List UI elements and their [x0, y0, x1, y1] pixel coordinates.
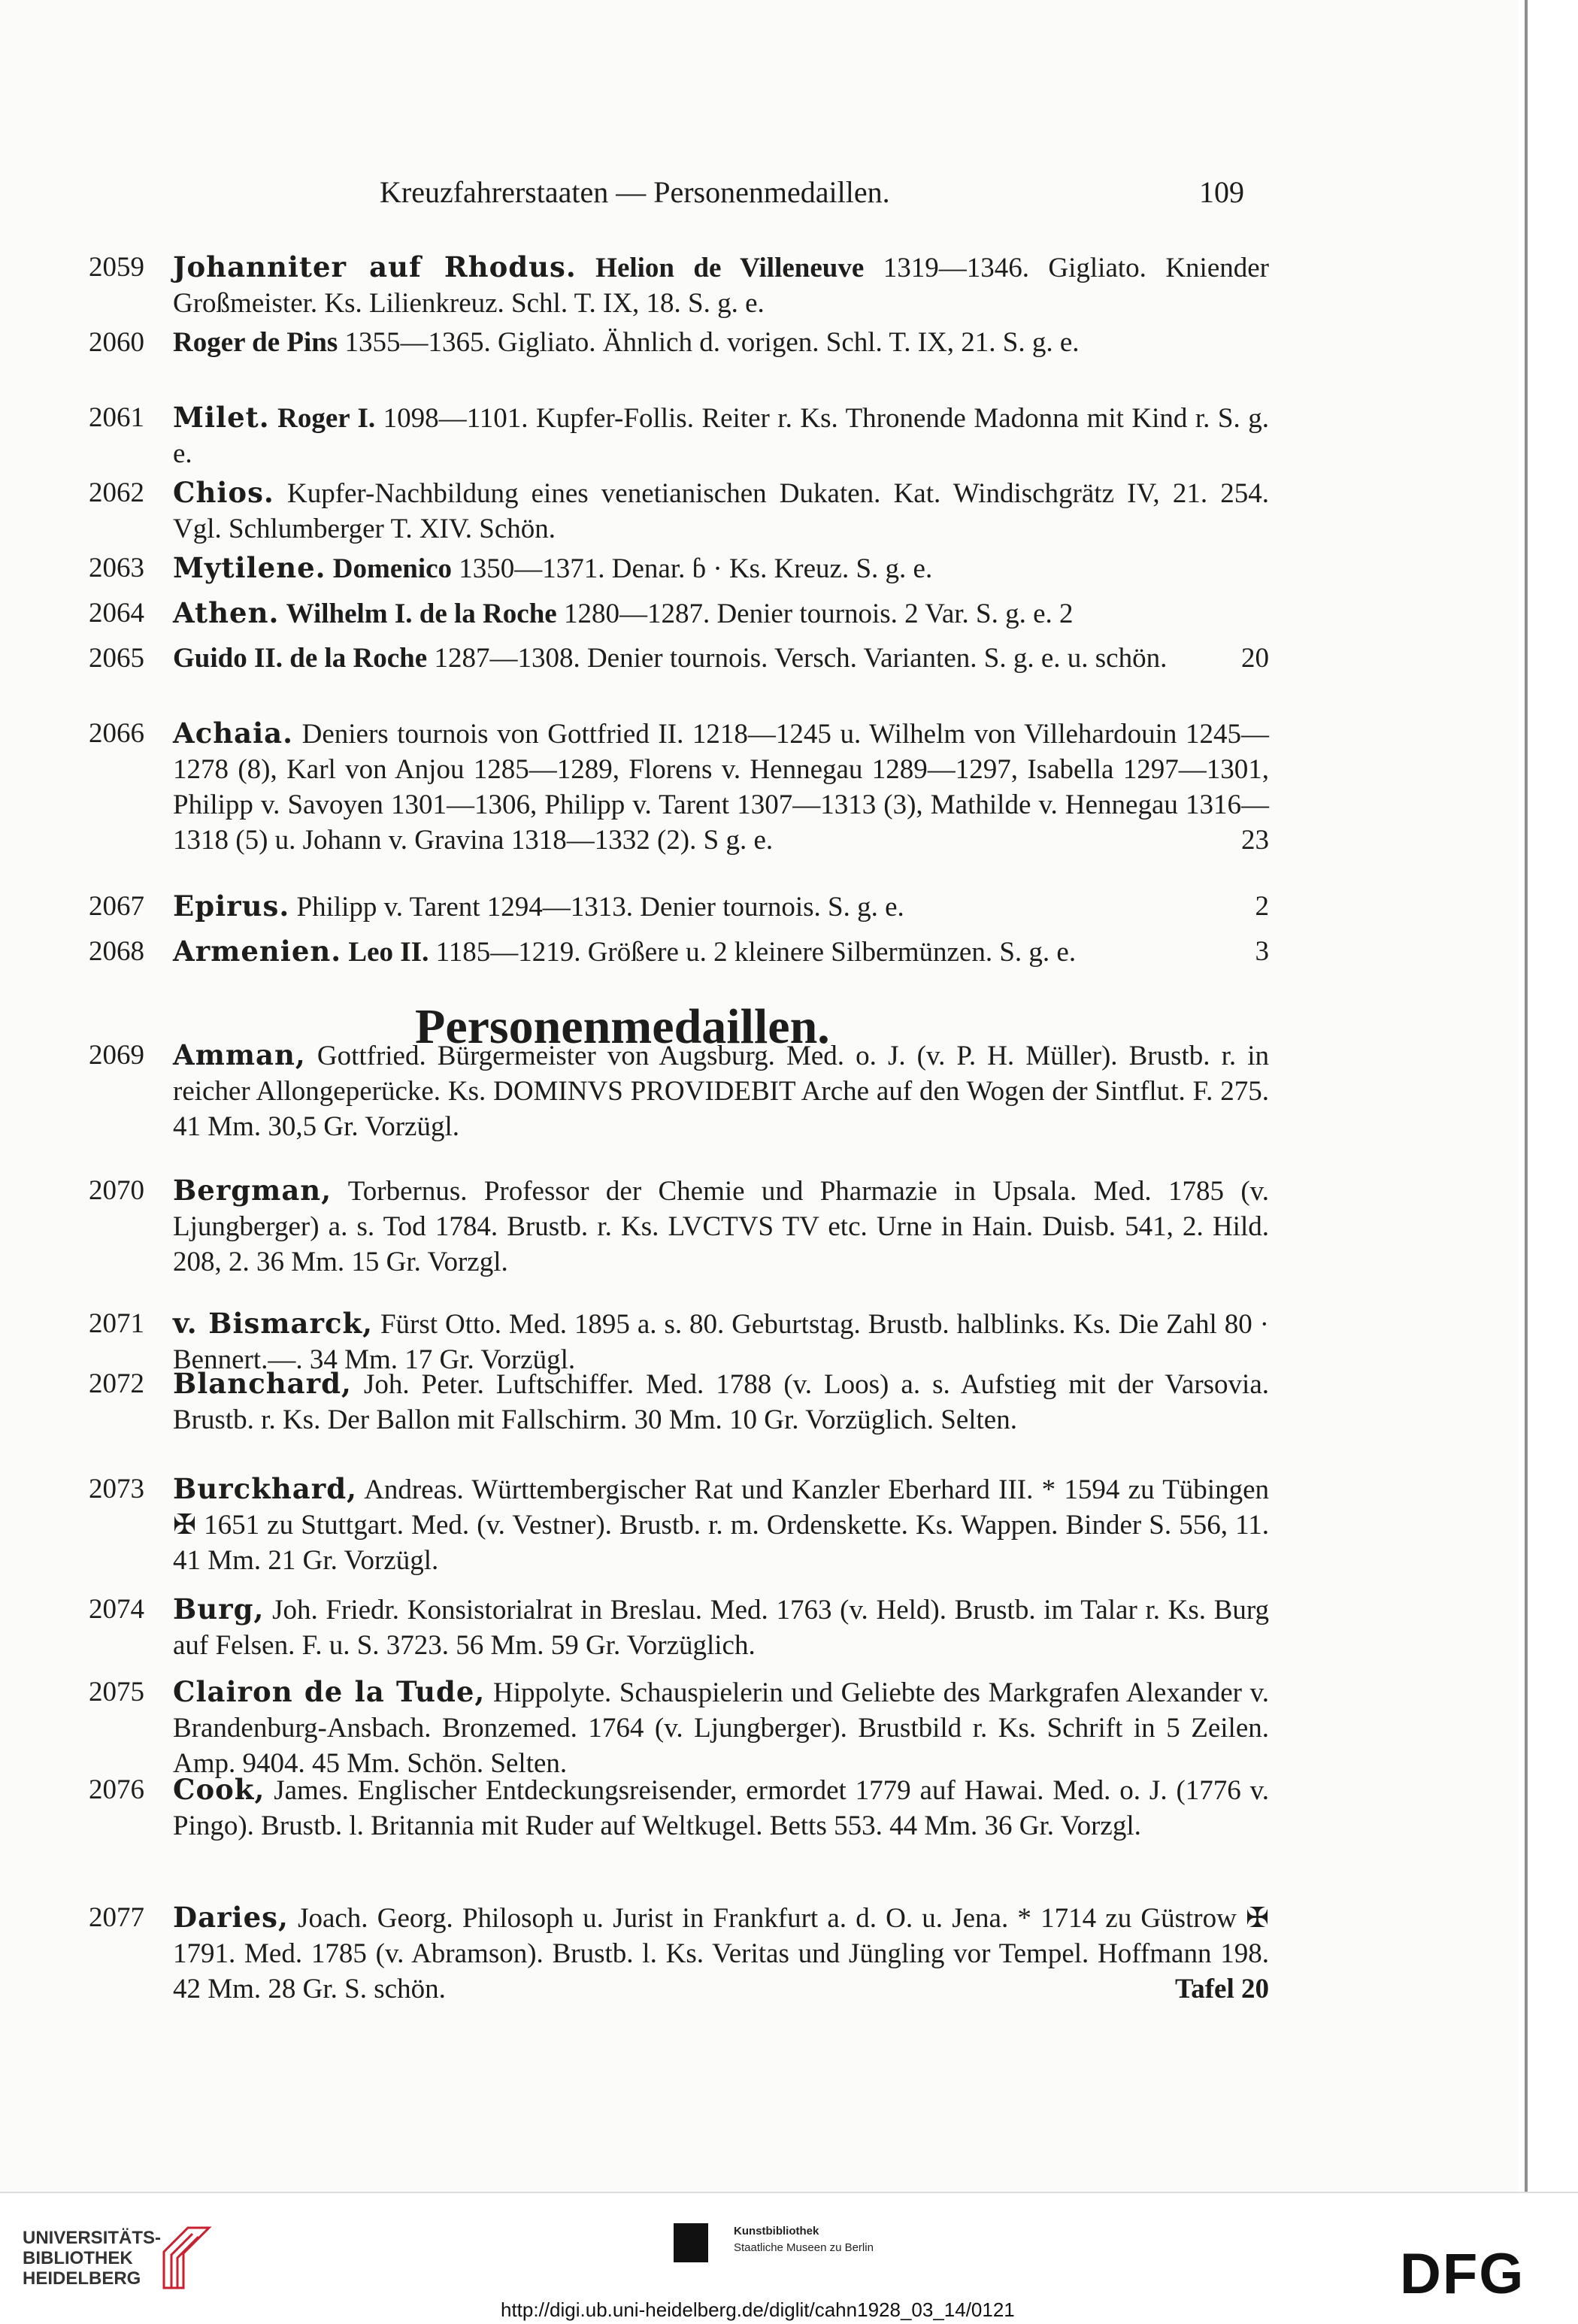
catalogue-entry: [89, 934, 1269, 970]
entry-name: Leo II.: [348, 937, 429, 968]
catalogue-entry: [89, 889, 1269, 925]
entry-description: Kupfer-Nachbildung eines venetianischen Dukaten. Kat. Windischgrätz IV, 21. 254. Vgl. Schlumberger T. XIV. Schön.: [173, 478, 1269, 544]
entry-description: Torbernus. Professor der Chemie und Pharmazie in Upsala. Med. 1785 (v. Ljungberger) a. s. Tod 1784. Brustb. r. Ks. LVCTVS TV etc. Urne in Hain. Duisb. 541, 2. Hild. 208, 2. 36 Mm. 15 Gr. Vorzgl.: [173, 1176, 1269, 1277]
entry-heading: Burg,: [173, 1592, 265, 1626]
entry-number: 2064: [89, 598, 144, 629]
entry-number: 2070: [89, 1175, 144, 1206]
entry-number: 2074: [89, 1594, 144, 1625]
entry-text: [173, 1592, 1269, 1663]
entry-description: Gottfried. Bürgermeister von Augsburg. Med. o. J. (v. P. H. Müller). Brustb. r. in reicher Allongeperücke. Ks. DOMINVS PROVIDEBIT Arche auf den Wogen der Sintflut. F. 275. 41 Mm. 30,5 Gr. Vorzügl.: [173, 1041, 1269, 1142]
entry-text: [173, 250, 1269, 321]
entry-description: Andreas. Württembergischer Rat und Kanzler Eberhard III. * 1594 zu Tübingen ✠ 1651 zu Stuttgart. Med. (v. Vestner). Brustb. r. m. Ordenskette. Ks. Wappen. Binder S. 556, 11. 41 Mm. 21 Gr. Vorzügl.: [173, 1474, 1269, 1576]
entry-name: Wilhelm I. de la Roche: [286, 598, 557, 629]
catalogue-entry: [89, 716, 1269, 858]
scan-margin: [1525, 0, 1578, 2192]
entry-text: [173, 641, 1269, 676]
catalogue-entry: [89, 325, 1269, 360]
entry-name: Helion de Villeneuve: [595, 253, 865, 283]
entry-text: [173, 550, 1269, 586]
entry-number: 2067: [89, 891, 144, 922]
entry-number: 2068: [89, 936, 144, 967]
entry-description: Joach. Georg. Philosoph u. Jurist in Frankfurt a. d. O. u. Jena. * 1714 zu Güstrow ✠ 1791. Med. 1785 (v. Abramson). Brustb. l. Ks. Veritas und Jüngling vor Tempel. Hoffmann 198. 42 Mm. 28 Gr. S. schön.: [173, 1903, 1270, 2004]
entry-heading: Chios.: [173, 476, 274, 509]
lot-count: 20: [1241, 643, 1269, 674]
entry-heading: Amman,: [173, 1038, 306, 1071]
entry-number: 2059: [89, 252, 144, 283]
entry-number: 2077: [89, 1902, 144, 1933]
page-number: 109: [1199, 175, 1244, 209]
entry-description: Joh. Peter. Luftschiffer. Med. 1788 (v. Loos) a. s. Aufstieg mit der Varsovia. Brustb. r. Ks. Der Ballon mit Fallschirm. 30 Mm. 10 Gr. Vorzüglich. Selten.: [173, 1369, 1270, 1435]
entry-description: James. Englischer Entdeckungsreisender, ermordet 1779 auf Hawai. Med. o. J. (1776 v. Pingo). Brustb. l. Britannia mit Ruder auf Weltkugel. Betts 553. 44 Mm. 36 Gr. Vorzgl.: [173, 1775, 1270, 1841]
kunstbibliothek-emblem-icon: [674, 2223, 708, 2262]
entry-text: [173, 1471, 1269, 1578]
entry-number: 2069: [89, 1040, 144, 1071]
entry-number: 2061: [89, 402, 144, 433]
entry-name: Roger de Pins: [173, 327, 338, 358]
entry-description: Fürst Otto. Med. 1895 a. s. 80. Geburtstag. Brustb. halblinks. Ks. Die Zahl 80 · Bennert.—. 34 Mm. 17 Gr. Vorzügl.: [173, 1309, 1270, 1375]
entry-number: 2072: [89, 1368, 144, 1399]
plate-reference: Tafel 20: [1174, 1974, 1269, 2004]
catalogue-entry: [89, 1674, 1269, 1781]
ub-logo-icon: [158, 2222, 212, 2291]
catalogue-entry: [89, 1471, 1269, 1578]
entry-description: Joh. Friedr. Konsistorialrat in Breslau. Med. 1763 (v. Held). Brustb. im Talar r. Ks. Burg auf Felsen. F. u. S. 3723. 56 Mm. 59 Gr. Vorzüglich.: [173, 1595, 1270, 1661]
entry-description: 1098—1101. Kupfer-Follis. Reiter r. Ks. Thronende Madonna mit Kind r. S. g. e.: [173, 403, 1270, 469]
entry-heading: Athen.: [173, 596, 280, 629]
catalogue-entry: [89, 595, 1269, 632]
catalogue-entry: [89, 550, 1269, 586]
entry-heading: Daries,: [173, 1901, 289, 1934]
entry-heading: Achaia.: [173, 717, 294, 750]
catalogue-entry: [89, 1592, 1269, 1663]
permalink-url[interactable]: http://digi.ub.uni-heidelberg.de/diglit/cahn1928_03_14/0121: [501, 2298, 1015, 2321]
dfg-logo[interactable]: DFG: [1400, 2242, 1525, 2306]
entry-name: Guido II. de la Roche: [173, 643, 428, 674]
entry-heading: Johanniter auf Rhodus.: [173, 250, 577, 283]
entry-text: [173, 400, 1269, 471]
entry-text: [173, 934, 1269, 970]
ub-heidelberg-logo[interactable]: UNIVERSITÄTS- BIBLIOTHEK HEIDELBERG: [23, 2228, 162, 2289]
entry-description: 1280—1287. Denier tournois. 2 Var. S. g. e. 2: [556, 598, 1074, 629]
entry-number: 2063: [89, 553, 144, 583]
entry-description: 1355—1365. Gigliato. Ähnlich d. vorigen. Schl. T. IX, 21. S. g. e.: [338, 327, 1080, 358]
entry-heading: Epirus.: [173, 889, 290, 923]
entry-number: 2065: [89, 643, 144, 674]
entry-text: [173, 1173, 1269, 1280]
entry-text: [173, 716, 1269, 858]
entry-heading: Armenien.: [173, 935, 342, 968]
entry-text: [173, 1900, 1269, 2007]
entry-text: [173, 325, 1269, 360]
section-heading: Personenmedaillen.: [415, 999, 830, 1054]
entry-number: 2066: [89, 718, 144, 749]
running-header: Kreuzfahrerstaaten — Personenmedaillen.: [380, 175, 890, 209]
entry-number: 2073: [89, 1474, 144, 1504]
entry-description: Hippolyte. Schauspielerin und Geliebte des Markgrafen Alexander v. Brandenburg-Ansbach. Bronzemed. 1764 (v. Ljungberger). Brustbild r. Ks. Schrift in 5 Zeilen. Amp. 9404. 45 Mm. Schön. Selten.: [173, 1677, 1270, 1779]
entry-text: [173, 1772, 1269, 1844]
catalogue-entry: [89, 400, 1269, 471]
lot-count: 2: [1255, 891, 1269, 922]
lot-count: 23: [1241, 825, 1269, 856]
entry-number: 2075: [89, 1677, 144, 1707]
entry-description: Deniers tournois von Gottfried II. 1218—1245 u. Wilhelm von Villehardouin 1245—1278 (8), Karl von Anjou 1285—1289, Florens v. Hennegau 1289—1297, Isabella 1297—1301, Philipp v. Savoyen 1301—1306, Philipp v. Tarent 1307—1313 (3), Mathilde v. Hennegau 1316—1318 (5) u. Johann v. Gravina 1318—1332 (2). S g. e.: [173, 719, 1270, 856]
entry-text: [173, 475, 1269, 547]
entry-text: [173, 1366, 1269, 1438]
entry-description: Philipp v. Tarent 1294—1313. Denier tournois. S. g. e.: [296, 892, 904, 923]
lot-count: 3: [1255, 936, 1269, 967]
entry-text: [173, 889, 1269, 925]
entry-heading: Burckhard,: [173, 1472, 357, 1505]
catalogue-entry: [89, 1900, 1269, 2007]
entry-number: 2060: [89, 327, 144, 358]
entry-description: 1350—1371. Denar. ɓ · Ks. Kreuz. S. g. e.: [452, 553, 933, 584]
entry-text: [173, 595, 1269, 632]
catalogue-entry: [89, 1772, 1269, 1844]
catalogue-entry: [89, 250, 1269, 321]
entry-heading: Bergman,: [173, 1174, 332, 1207]
entry-heading: Clairon de la Tude,: [173, 1675, 486, 1708]
catalogue-entry: [89, 475, 1269, 547]
footer-bar: UNIVERSITÄTS- BIBLIOTHEK HEIDELBERG Kunstbibliothek Staatliche Museen zu Berlin DFG http://digi.ub.uni-heidelberg.de/diglit/cahn1928_03_14/0121: [0, 2192, 1578, 2324]
catalogue-entry: [89, 641, 1269, 676]
catalogue-entry: [89, 1366, 1269, 1438]
entry-number: 2062: [89, 477, 144, 508]
entry-number: 2071: [89, 1308, 144, 1339]
entry-heading: Mytilene.: [173, 551, 326, 584]
entry-description: 1319—1346. Gigliato. Kniender Großmeister. Ks. Lilienkreuz. Schl. T. IX, 18. S. g. e.: [173, 253, 1269, 319]
catalogue-entry: [89, 1173, 1269, 1280]
entry-heading: Blanchard,: [173, 1367, 352, 1400]
entry-name: Domenico: [332, 553, 453, 584]
entry-number: 2076: [89, 1774, 144, 1805]
entry-heading: Milet.: [173, 401, 270, 434]
entry-description: 1185—1219. Größere u. 2 kleinere Silbermünzen. S. g. e.: [429, 937, 1077, 968]
entry-heading: Cook,: [173, 1773, 265, 1806]
entry-heading: v. Bismarck,: [173, 1307, 374, 1340]
entry-name: Roger I.: [277, 403, 376, 434]
entry-description: 1287—1308. Denier tournois. Versch. Varianten. S. g. e. u. schön.: [427, 643, 1168, 674]
entry-text: [173, 1674, 1269, 1781]
